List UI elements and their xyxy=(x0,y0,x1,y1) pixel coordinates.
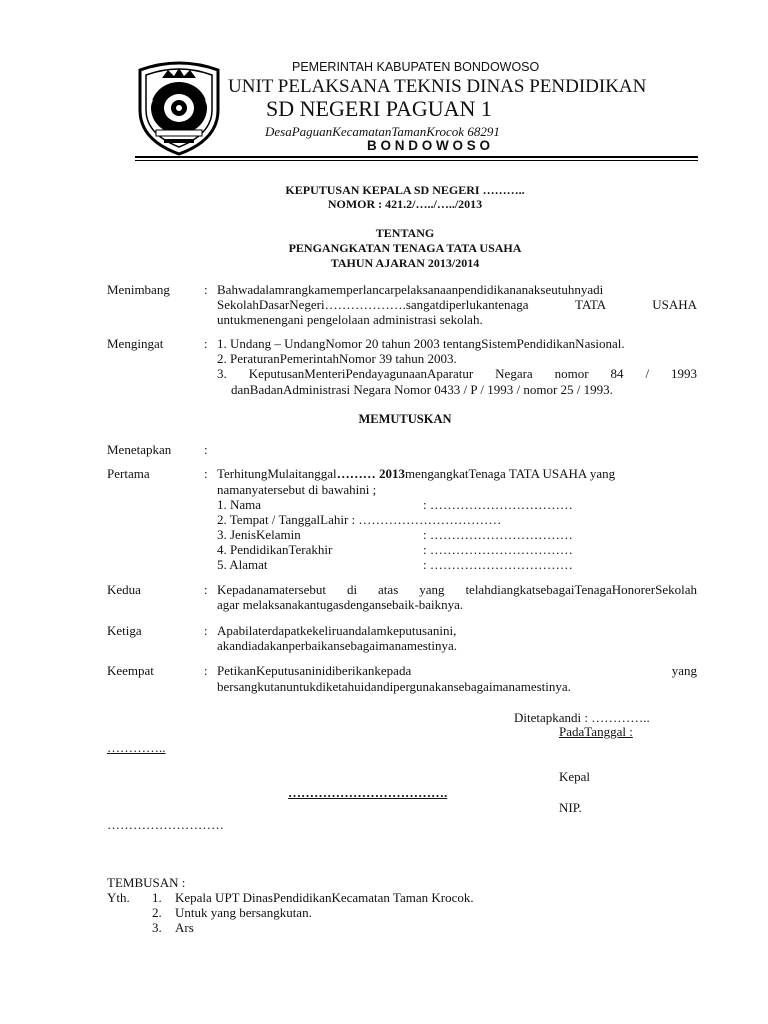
menetapkan-colon: : xyxy=(204,442,208,457)
decree-about: TENTANG xyxy=(375,226,435,240)
ketiga-label: Ketiga xyxy=(107,623,142,638)
field-tempat-lahir: 2. Tempat / TanggalLahir : …………………………… xyxy=(217,512,502,527)
field-kelamin-value: : …………………………… xyxy=(423,527,573,542)
tembusan-yth: Yth. xyxy=(107,890,130,905)
ditetapkan-di: Ditetapkandi : ………….. xyxy=(514,710,650,725)
keempat-colon: : xyxy=(204,663,208,678)
pertama-date-blank: ……… xyxy=(336,466,376,481)
header-government: PEMERINTAH KABUPATEN BONDOWOSO xyxy=(292,60,540,74)
tembusan-item-1: Kepala UPT DinasPendidikanKecamatan Taman Krocok. xyxy=(175,890,474,905)
decree-title: KEPUTUSAN KEPALA SD NEGERI ……….. xyxy=(285,183,525,197)
menimbang-colon: : xyxy=(204,282,208,297)
keempat-line-2: bersangkutanuntukdiketahuidandipergunakansebagaimanamestinya. xyxy=(217,679,571,694)
header-school-name: SD NEGERI PAGUAN 1 xyxy=(266,96,492,121)
field-alamat-label: 5. Alamat xyxy=(217,557,268,572)
menimbang-line-2: SekolahDasarNegeri……………….sangatdiperlukantenaga TATA USAHA xyxy=(217,297,697,312)
field-alamat-value: : …………………………… xyxy=(423,557,573,572)
decree-year: TAHUN AJARAN 2013/2014 xyxy=(330,256,480,270)
mengingat-item-3: 3. KeputusanMenteriPendayagunaanAparatur Negara nomor 84 / 1993 xyxy=(217,366,697,381)
field-kelamin-label: 3. JenisKelamin xyxy=(217,527,301,542)
pertama-start-text: TerhitungMulaitanggal xyxy=(217,466,337,481)
keempat-text: PetikanKeputusaninidiberikankepada xyxy=(217,663,412,678)
header-address: DesaPaguanKecamatanTamanKrocok 68291 xyxy=(265,124,500,139)
tembusan-title: TEMBUSAN : xyxy=(107,875,186,890)
menimbang-line-1: Bahwadalamrangkamemperlancarpelaksanaanpendidikananakseutuhnyadi xyxy=(217,282,604,297)
tembusan-item-2: Untuk yang bersangkutan. xyxy=(175,905,312,920)
field-pendidikan-value: : …………………………… xyxy=(423,542,573,557)
pada-tanggal: PadaTanggal : xyxy=(559,724,633,739)
kedua-line-1: Kepadanamatersebut di atas yang telahdiangkatsebagaiTenagaHonorerSekolah xyxy=(217,582,697,597)
header-divider-thin xyxy=(135,160,698,161)
ketiga-colon: : xyxy=(204,623,208,638)
header-unit: UNIT PELAKSANA TEKNIS DINAS PENDIDIKAN xyxy=(228,76,647,97)
header-city: B O N D O W O S O xyxy=(367,138,491,153)
signature-left-dots: ………….. xyxy=(107,740,166,755)
field-nama-label: 1. Nama xyxy=(217,497,262,512)
kedua-line-2: agar melaksanakantugasdengansebaik-baiknya. xyxy=(217,597,464,612)
pertama-line-1 xyxy=(217,466,697,481)
mengingat-item-3-cont: danBadanAdministrasi Negara Nomor 0433 / P / 1993 / nomor 25 / 1993. xyxy=(231,382,613,397)
header-divider-thick xyxy=(135,156,698,158)
kedua-colon: : xyxy=(204,582,208,597)
field-nama-value: : …………………………… xyxy=(423,497,573,512)
keempat-yang: yang xyxy=(671,663,697,678)
ketiga-line-1: Apabilaterdapatkekeliruandalamkeputusanini, xyxy=(217,623,457,638)
bondowoso-regency-logo xyxy=(134,60,224,156)
menimbang-label: Menimbang xyxy=(107,282,170,297)
mengingat-item-2: 2. PeraturanPemerintahNomor 39 tahun 2003. xyxy=(217,351,457,366)
pertama-year: 2013 xyxy=(378,466,405,481)
pertama-colon: : xyxy=(204,466,208,481)
tembusan-item-2-number: 2. xyxy=(152,905,162,920)
nip-dots: ……………………… xyxy=(107,817,224,832)
mengingat-colon: : xyxy=(204,336,208,351)
menimbang-line-3: untukmenengani pengelolaan administrasi sekolah. xyxy=(217,312,483,327)
pertama-label: Pertama xyxy=(107,466,150,481)
kepala-label: Kepal xyxy=(559,769,591,784)
menetapkan-label: Menetapkan xyxy=(107,442,172,457)
keempat-label: Keempat xyxy=(107,663,154,678)
pertama-line-2: namanyatersebut di bawahini ; xyxy=(217,482,377,497)
nip-label: NIP. xyxy=(559,800,582,815)
tembusan-item-3-number: 3. xyxy=(152,920,162,935)
memutuskan-heading: MEMUTUSKAN xyxy=(358,412,452,426)
pertama-appoint-text: mengangkatTenaga TATA USAHA yang xyxy=(404,466,616,481)
tembusan-item-1-number: 1. xyxy=(152,890,162,905)
field-pendidikan-label: 4. PendidikanTerakhir xyxy=(217,542,333,557)
decree-subject: PENGANGKATAN TENAGA TATA USAHA xyxy=(288,241,522,255)
kedua-label: Kedua xyxy=(107,582,141,597)
keempat-line-1 xyxy=(217,663,697,678)
decree-number: NOMOR : 421.2/…../…../2013 xyxy=(327,197,483,211)
tembusan-item-3: Ars xyxy=(175,920,194,935)
mengingat-item-1: 1. Undang – UndangNomor 20 tahun 2003 tentangSistemPendidikanNasional. xyxy=(217,336,625,351)
mengingat-label: Mengingat xyxy=(107,336,164,351)
ketiga-line-2: akandiadakanperbaikansebagaimanamestinya. xyxy=(217,638,458,653)
signatory-name-line: ………………………………. xyxy=(288,785,448,800)
